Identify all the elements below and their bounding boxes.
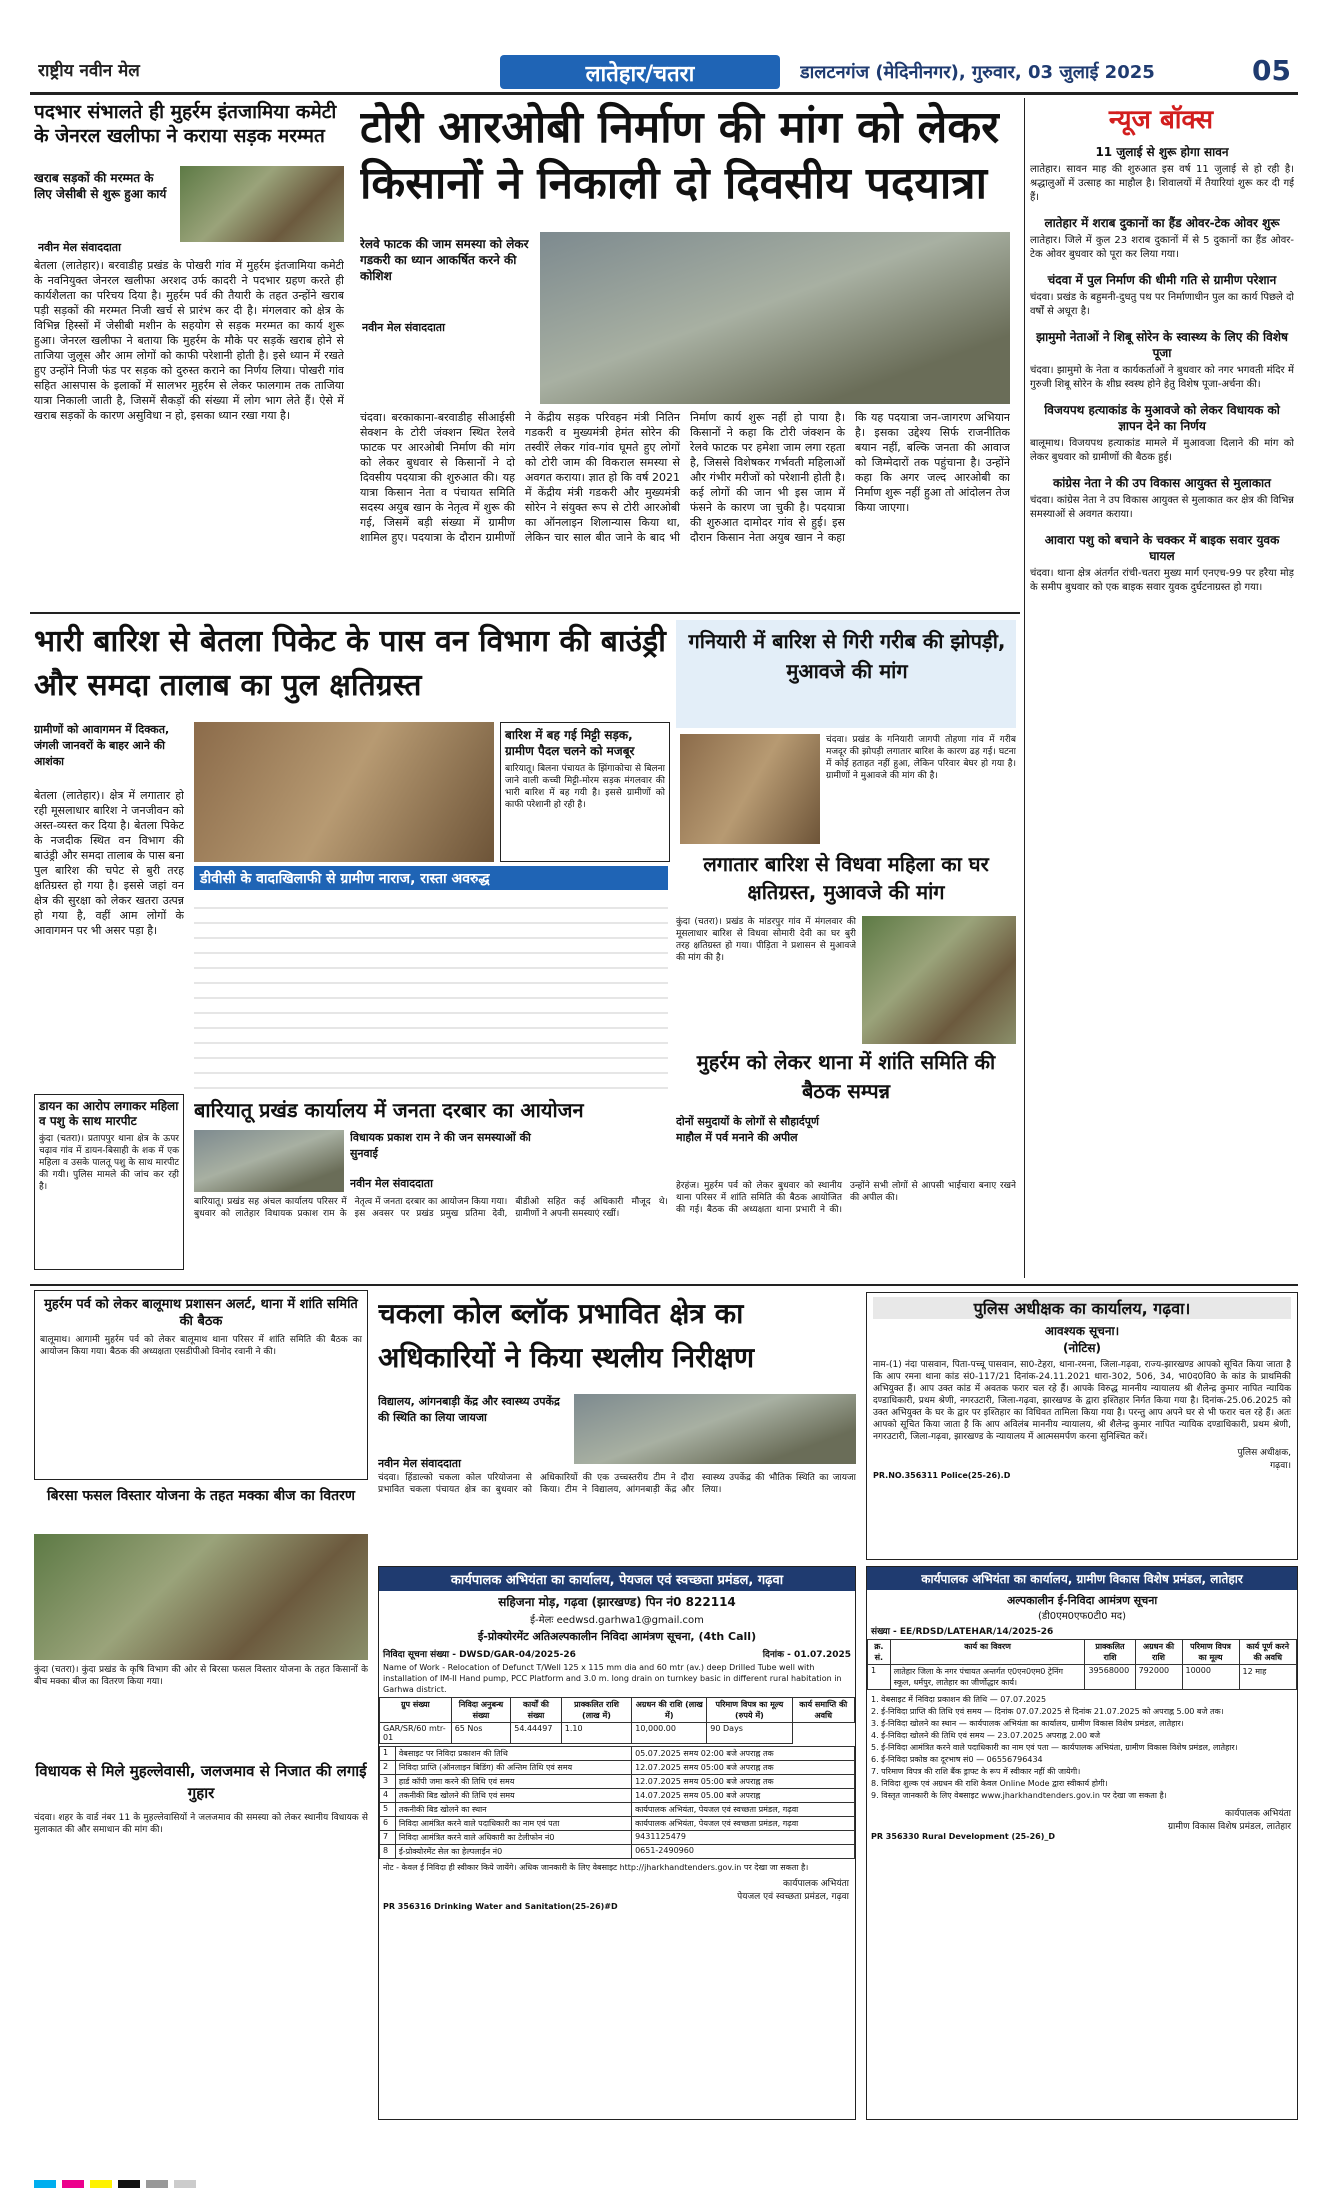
table-cell: 3 — [380, 1775, 396, 1789]
betla-photo — [194, 722, 494, 862]
table-cell: निविदा अनुबन्ध संख्या — [451, 1698, 511, 1723]
table-cell: परिमाण विपत्र का मूल्य — [1182, 1640, 1239, 1665]
tender2-table — [867, 1639, 1297, 1690]
table-row — [380, 1831, 855, 1845]
dacoit-body: कुंदा (चतरा)। प्रतापपुर थाना क्षेत्र के ऊपर चढ़ाव गांव में डायन-बिसाही के शक में एक महिला व उसके पालतू पशु के साथ मारपीट की गयी। पुलिस मामले की जांच कर रही है। — [39, 1134, 179, 1192]
tender1-note: नोट - केवल ई निविदा ही स्वीकार किये जायेंगे। अधिक जानकारी के लिए वेबसाइट http://jharkhandtenders.gov.in पर देखा जा सकता है। — [383, 1863, 809, 1872]
page-number: 05 — [1252, 54, 1291, 87]
darbar-byline: नवीन मेल संवाददाता — [350, 1177, 433, 1190]
table-cell: कार्यों की संख्या — [511, 1698, 562, 1723]
tender2-subtitle: (डी0एम0एफ0टी0 मद) — [1037, 1611, 1127, 1622]
table-cell: अग्रधन की राशि — [1135, 1640, 1182, 1665]
table-row — [380, 1761, 855, 1775]
dateline: डालटनगंज (मेदिनीनगर), गुरुवार, 03 जुलाई 2025 — [800, 62, 1155, 83]
table-cell: प्राक्कलित राशि — [1085, 1640, 1135, 1665]
list-item: 4. ई-निविदा खोलने की तिथि एवं समय — 23.07.2025 अपराह्न 2.00 बजे — [871, 1731, 1101, 1740]
peace-committee-headline: मुहर्रम पर्व को लेकर बालूमाथ प्रशासन अलर्ट, थाना में शांति समिति की बैठक — [44, 1297, 358, 1329]
table-cell: 0651-2490960 — [632, 1845, 855, 1859]
list-item: 5. ई-निविदा आमंत्रित करने वाले पदाधिकारी का नाम एवं पता — कार्यपालक अभियंता, ग्रामीण विकास विशेष प्रमंडल, लातेहार। — [871, 1743, 1238, 1752]
tender1-pr: PR 356316 Drinking Water and Sanitation(25-26)#D — [383, 1902, 618, 1911]
police-office: पुलिस अधीक्षक का कार्यालय, गढ़वा। — [873, 1297, 1291, 1319]
tender2-ref: संख्या - EE/RDSD/LATEHAR/14/2025-26 — [871, 1627, 1054, 1637]
table-cell: 4 — [380, 1789, 396, 1803]
tender1-email: ई-मेलः eedwsd.garhwa1@gmail.com — [530, 1615, 704, 1626]
news-box-items — [1030, 140, 1294, 1276]
table-cell: 5 — [380, 1803, 396, 1817]
table-cell: 1 — [868, 1665, 891, 1690]
maize-headline: बिरसा फसल विस्तार योजना के तहत मक्का बीज का वितरण — [47, 1488, 355, 1504]
table-row — [380, 1775, 855, 1789]
table-cell: GAR/SR/60 mtr-01 — [380, 1723, 452, 1744]
news-item-body: चंदवा। थाना क्षेत्र अंतर्गत रांची-चतरा मुख्य मार्ग एनएच-99 पर हरैया मोड़ के समीप बुधवार को एक बाइक सवार युवक दुर्घटनाग्रस्त हो गया। — [1030, 568, 1294, 593]
table-cell: 14.07.2025 समय 05.00 बजे अपराह्न — [632, 1789, 855, 1803]
list-item: 2. ई-निविदा प्राप्ति की तिथि एवं समय — दिनांक 07.07.2025 से दिनांक 21.07.2025 को अपराह्न 5.00 बजे तक। — [871, 1707, 1224, 1716]
table-cell: 10,000.00 — [632, 1723, 707, 1744]
news-item-headline: कांग्रेस नेता ने की उप विकास आयुक्त से मुलाकात — [1052, 476, 1272, 490]
betla-body-2 — [194, 894, 668, 1090]
maize-body: कुंदा (चतरा)। कुंदा प्रखंड के कृषि विभाग की ओर से बिरसा फसल विस्तार योजना के तहत किसानों के बीच मक्का बीज का वितरण किया गया। — [34, 1665, 368, 1687]
widow-headline: लगातार बारिश से विधवा महिला का घर क्षतिग्रस्त, मुआवजे की मांग — [703, 852, 989, 904]
table-cell: 12 माह — [1239, 1665, 1296, 1690]
police-title: आवश्यक सूचना। — [1044, 1324, 1120, 1338]
coal-photo — [574, 1394, 856, 1464]
ganiyari-headline: गनियारी में बारिश से गिरी गरीब की झोपड़ी, मुआवजे की मांग — [688, 629, 1006, 683]
police-sign2: गढ़वा। — [1270, 1461, 1291, 1471]
muharram-meeting-headline: मुहर्रम को लेकर थाना में शांति समिति की बैठक सम्पन्न — [696, 1050, 996, 1103]
list-item: 9. विस्तृत जानकारी के लिए वेबसाइट www.jharkhandtenders.gov.in पर देखा जा सकता है। — [871, 1791, 1167, 1800]
table-cell: 9431125479 — [632, 1831, 855, 1845]
maize-photo — [34, 1534, 368, 1660]
tender2-pr: PR 356330 Rural Development (25-26)_D — [871, 1832, 1055, 1841]
lead-body: चंदवा। बरकाकाना-बरवाडीह सीआईसी सेक्शन के टोरी जंक्शन स्थित रेलवे फाटक पर आरओबी निर्माण की मांग को लेकर बुधवार से किसानों ने दो दिवसीय पदयात्रा की शुरुआत की। यह यात्रा किसान नेता व पंचायत समिति सदस्य अयुब खान के नेतृत्व में शुरू की गई, जिसमें बड़ी संख्या में ग्रामीण शामिल हुए। पदयात्रा के दौरान ग्रामीणों ने केंद्रीय सड़क परिवहन मंत्री नितिन गडकरी व मुख्यमंत्री हेमंत सोरेन की तस्वीरें लेकर गांव-गांव घूमते हुए लोगों को टोरी जाम की विकराल समस्या से अवगत कराया। ज्ञात हो कि वर्ष 2021 में केंद्रीय मंत्री गडकरी और मुख्यमंत्री सोरेन ने संयुक्त रूप से टोरी आरओबी का ऑनलाइन शिलान्यास किया था, लेकिन चार साल बीत जाने के बाद भी निर्माण कार्य शुरू नहीं हो पाया है। किसानों ने कहा कि टोरी जंक्शन के रेलवे फाटक पर हमेशा जाम लगा रहता है, जिससे विशेषकर गर्भवती महिलाओं और गंभीर मरीजों को परेशानी होती है। कई लोगों की जान भी इस जाम में फंसने के कारण जा चुकी है। पदयात्रा की शुरुआत दामोदर गांव से हुई। इस दौरान किसान नेता अयुब खान ने कहा कि यह पदयात्रा जन-जागरण अभियान है। इसका उद्देश्य सिर्फ राजनीतिक बयान नहीं, बल्कि जनता की आवाज को जिम्मेदारों तक पहुंचाना है। उन्होंने कहा कि अगर जल्द आरओबी का निर्माण शुरू नहीं हुआ तो आंदोलन तेज किया जाएगा। — [360, 411, 1010, 544]
table-row — [380, 1845, 855, 1859]
police-pr: PR.NO.356311 Police(25-26).D — [873, 1471, 1011, 1480]
betla-headline: भारी बारिश से बेतला पिकेट के पास वन विभाग की बाउंड्री और समदा तालाब का पुल क्षतिग्रस्त — [34, 624, 666, 703]
police-notice — [866, 1292, 1298, 1560]
muharram-meeting-bullet: दोनों समुदायों के लोगों से सौहार्दपूर्ण माहौल में पर्व मनाने की अपील — [676, 1115, 819, 1144]
betla-bullet: ग्रामीणों को आवागमन में दिक्कत, जंगली जानवरों के बाहर आने की आशंका — [34, 723, 170, 768]
table-cell: कार्य का विवरण — [890, 1640, 1085, 1665]
table-cell: निविदा आमंत्रित करने वाले पदाधिकारी का नाम एवं पता — [395, 1817, 631, 1831]
tender2-title: अल्पकालीन ई-निविदा आमंत्रण सूचना — [1006, 1594, 1158, 1607]
news-item-headline: आवारा पशु को बचाने के चक्कर में बाइक सवार युवक घायल — [1044, 533, 1280, 563]
table-cell: निविदा आमंत्रित करने वाले अधिकारी का टेलीफोन नं0 — [395, 1831, 631, 1845]
table-cell: 792000 — [1135, 1665, 1182, 1690]
widow-photo — [862, 916, 1016, 1044]
table-cell: 90 Days — [707, 1723, 792, 1744]
lead-bullet: रेलवे फाटक की जाम समस्या को लेकर गडकरी का ध्यान आकर्षित करने की कोशिश — [360, 237, 529, 283]
table-cell: 10000 — [1182, 1665, 1239, 1690]
widow-body: कुंदा (चतरा)। प्रखंड के मांडरपुर गांव में मंगलवार की मूसलाधार बारिश से विधवा सोमारी देवी का घर बुरी तरह क्षतिग्रस्त हो गया। पीड़िता ने प्रशासन से मुआवजे की मांग की है। — [676, 917, 856, 963]
table-cell: 39568000 — [1085, 1665, 1135, 1690]
ganiyari-body: चंदवा। प्रखंड के गनियारी जागपी तोहणा गांव में गरीब मजदूर की झोपड़ी लगातार बारिश के कारण ढह गई। घटना में कोई हताहत नहीं हुआ, लेकिन परिवार बेघर हो गया है। ग्रामीणों ने मुआवजे की मांग की है। — [826, 735, 1016, 781]
tender1-table — [379, 1697, 855, 1744]
ganiyari-photo — [680, 734, 820, 844]
darbar-body: बारियातू। प्रखंड सह अंचल कार्यालय परिसर में बुधवार को लातेहार विधायक प्रकाश राम के नेतृत्व में जनता दरबार का आयोजन किया गया। इस अवसर पर प्रखंड प्रमुख प्रतिमा देवी, बीडीओ सहित कई अधिकारी मौजूद थे। ग्रामीणों ने अपनी समस्याएं रखीं। — [194, 1197, 668, 1219]
table-cell: परिमाण विपत्र का मूल्य (रुपये में) — [707, 1698, 792, 1723]
peace-committee-body: बालूमाथ। आगामी मुहर्रम पर्व को लेकर बालूमाथ थाना परिसर में शांति समिति की बैठक का आयोजन किया गया। बैठक की अध्यक्षता एसडीपीओ विनोद रवानी ने की। — [40, 1335, 362, 1357]
tender2 — [866, 1566, 1298, 2120]
news-item-headline: झामुमो नेताओं ने शिबू सोरेन के स्वास्थ्य के लिए की विशेष पूजा — [1036, 330, 1288, 360]
table-cell: 12.07.2025 समय 05:00 बजे अपराह्न तक — [632, 1761, 855, 1775]
left-top-bullet: खराब सड़कों की मरम्मत के लिए जेसीबी से शुरू हुआ कार्य — [34, 171, 167, 201]
table-cell: वेबसाइट पर निविदा प्रकाशन की तिथि — [395, 1747, 631, 1761]
news-box-title: न्यूज बॉक्स — [1108, 105, 1214, 135]
tender2-sign: कार्यपालक अभियंता — [1225, 1809, 1291, 1819]
tender1-ref: निविदा सूचना संख्या - DWSD/GAR-04/2025-26 — [383, 1650, 576, 1660]
police-body: नाम-(1) नंदा पासवान, पिता-पच्चू पासवान, सा0-टेहरा, थाना-रमना, जिला-गढ़वा, राज्य-झारखण्ड आपको सूचित किया जाता है कि आप रमना थाना कांड सं0-117/21 दिनांक-24.11.2021 धारा-302, 506, 34, भा0द0वि0 के कांड के प्राथमिकी अभियुक्त हैं। आप उक्त कांड में अवतक फरार चल रहे हैं। आपके विरुद्ध माननीय न्यायालय श्री शैलेन्द्र कुमार नापित न्यायिक दण्डाधिकारी, प्रथम श्रेणी, नगरउटारी, जिला-गढ़वा, झारखण्ड के द्वारा इश्तिहार निर्गत किया गया है। दिनांक-25.06.2025 को उक्त अभियुक्त के घर के द्वार पर इश्तिहार का विधिवत तामिला किया गया है। परन्तु आप अपने घर से भी फरार चल रहे हैं। अतः आपको सूचित किया जाता है कि आप अविलंब माननीय न्यायालय, श्री शैलेन्द्र कुमार नापित न्यायिक दण्डाधिकारी, प्रथम श्रेणी, नगरउटारी, जिला-गढ़वा, झारखण्ड के न्यायालय में आत्मसमर्पण करना सुनिश्चित करें। — [873, 1360, 1291, 1442]
news-item-body: चंदवा। प्रखंड के बहुमनी-दुधतु पथ पर निर्माणाधीन पुल का कार्य पिछले दो वर्षों से अधूरा है। — [1030, 292, 1294, 317]
coal-body: चंदवा। हिंडाल्को चकला कोल परियोजना से प्रभावित चकला पंचायत क्षेत्र का बुधवार को अधिकारियों की एक उच्चस्तरीय टीम ने दौरा किया। टीम ने विद्यालय, आंगनबाड़ी केंद्र और स्वास्थ्य उपकेंद्र की भौतिक स्थिति का जायजा लिया। — [378, 1473, 856, 1495]
table-cell: प्राक्कलित राशि (लाख में) — [561, 1698, 632, 1723]
chatra-small-body: बारियातू। बिलना पंचायत के झिंगाकोचा से बिलना जाने वाली कच्ची मिट्टी-मोरम सड़क मंगलवार की भारी बारिश में बह गयी है। इससे ग्रामीणों को काफी परेशानी हो रही है। — [505, 764, 665, 810]
section-title: लातेहार/चतरा — [585, 62, 695, 87]
table-cell: हार्ड कॉपी जमा करने की तिथि एवं समय — [395, 1775, 631, 1789]
betla-body: बेतला (लातेहार)। क्षेत्र में लगातार हो रही मूसलाधार बारिश ने जनजीवन को अस्त-व्यस्त कर दिया है। बेतला पिकेट के नजदीक स्थित वन विभाग की बाउंड्री और समदा तालाब के पास बना पुल बारिश की चपेट से बुरी तरह क्षतिग्रस्त हो गया है। इससे जहां वन क्षेत्र की सुरक्षा को लेकर खतरा उत्पन्न हो गया है, वहीं आम लोगों के आवागमन पर भी असर पड़ा है। — [34, 789, 184, 937]
tender1-title: ई-प्रोक्योरमेंट अतिअल्पकालीन निविदा आमंत्रण सूचना, (4th Call) — [477, 1630, 757, 1643]
news-item-body: लातेहार। सावन माह की शुरुआत इस वर्ष 11 जुलाई से हो रही है। श्रद्धालुओं में उत्साह का माहौल है। शिवालयों में तैयारियां शुरू कर दी गई हैं। — [1030, 164, 1294, 203]
masthead: राष्ट्रीय नवीन मेल — [38, 61, 140, 81]
tender1-date: दिनांक - 01.07.2025 — [762, 1650, 851, 1660]
list-item: 7. परिमाण विपत्र की राशि बैंक ड्राफ्ट के रूप में स्वीकार नहीं की जायेगी। — [871, 1767, 1081, 1776]
chatra-small-headline: बारिश में बह गई मिट्टी सड़क, ग्रामीण पैदल चलने को मजबूर — [505, 728, 635, 758]
table-cell: 8 — [380, 1845, 396, 1859]
tender1-address: सहिजना मोड़, गढ़वा (झारखण्ड) पिन नं0 822114 — [498, 1595, 736, 1609]
left-top-body: बेतला (लातेहार)। बरवाडीह प्रखंड के पोखरी गांव में मुहर्रम इंतजामिया कमेटी के नवनियुक्त जेनरल खलीफा अरशद उर्फ कादरी ने पदभार ग्रहण करते ही कार्यशैलता का परिचय दिया है। मुहर्रम पर्व की तैयारी के तहत उन्होंने खराब पड़ी सड़कों की मरम्मत निजी खर्च से प्रारंभ कर दी है। मंगलवार को क्षेत्र के विभिन्न हिस्सों में जेसीबी मशीन के सहयोग से सड़क मरम्मत का कार्य शुरू हुआ। जेनरल खलीफा ने बताया कि मुहर्रम के मौके पर सड़कें खराब होने से ताजिया जुलूस और आम लोगों को काफी परेशानी होती है। इसे ध्यान में रखते हुए उन्होंने निजी फंड पर सड़क को दुरुस्त कराने का निर्णय लिया। पोखरी गांव सहित आसपास के इलाकों में सालभर मुहर्रम से लेकर फालगाम तक ताजिया यात्रा निकाली जाती है, जिसमें सैकड़ों की संख्या में लोग भाग लेते हैं। ऐसे में खराब सड़कों के कारण असुविधा न हो, इसका ध्यान रखा गया है। — [34, 259, 344, 422]
left-top-headline: पदभार संभालते ही मुहर्रम इंतजामिया कमेटी के जेनरल खलीफा ने कराया सड़क मरम्मत — [34, 101, 337, 147]
coal-bullet: विद्यालय, आंगनबाड़ी केंद्र और स्वास्थ्य उपकेंद्र की स्थिति का लिया जायजा — [378, 1395, 560, 1424]
table-cell: 54.44497 — [511, 1723, 562, 1744]
police-sign: पुलिस अधीक्षक, — [1237, 1448, 1291, 1458]
left-top-byline: नवीन मेल संवाददाता — [38, 241, 121, 254]
tender1 — [378, 1566, 856, 2120]
betla-photo-caption: डीवीसी के वादाखिलाफी से ग्रामीण नाराज, रास्ता अवरुद्ध — [194, 866, 668, 890]
table-cell: कार्यपालक अभियंता, पेयजल एवं स्वच्छता प्रमंडल, गढ़वा — [632, 1817, 855, 1831]
table-cell: 7 — [380, 1831, 396, 1845]
news-item-headline: विजयपथ हत्याकांड के मुआवजे को लेकर विधायक को ज्ञापन देने का निर्णय — [1044, 403, 1280, 433]
chatra-small-box — [500, 722, 670, 862]
news-item-body: लातेहार। जिले में कुल 23 शराब दुकानों में से 5 दुकानों का हैंड ओवर-टेक ओवर बुधवार को पूरा कर लिया गया। — [1030, 235, 1294, 260]
dacoit-headline: डायन का आरोप लगाकर महिला व पशु के साथ मारपीट — [39, 1099, 179, 1128]
tender1-sign2: पेयजल एवं स्वच्छता प्रमंडल, गढ़वा — [737, 1892, 849, 1902]
news-item-body: चंदवा। झामुमो के नेता व कार्यकर्ताओं ने बुधवार को नगर भगवती मंदिर में गुरुजी शिबू सोरेन के शीघ्र स्वस्थ होने हेतु विशेष पूजा-अर्चना की। — [1030, 365, 1294, 390]
list-item: 6. ई-निविदा प्रकोष्ठ का दूरभाष सं0 — 06556796434 — [871, 1755, 1043, 1764]
lead-byline: नवीन मेल संवाददाता — [362, 321, 445, 334]
table-cell: लातेहार जिला के नगर पंचायत अन्तर्गत ए0एन0एम0 ट्रेनिंग स्कूल, धर्मपुर, लातेहार का जीर्णोद्धार कार्य। — [890, 1665, 1085, 1690]
table-cell: कार्यपालक अभियंता, पेयजल एवं स्वच्छता प्रमंडल, गढ़वा — [632, 1803, 855, 1817]
table-row — [380, 1803, 855, 1817]
mla-headline: विधायक से मिले मुहल्लेवासी, जलजमाव से निजात की लगाई गुहार — [35, 1762, 367, 1802]
tender1-office: कार्यपालक अभियंता का कार्यालय, पेयजल एवं स्वच्छता प्रमंडल, गढ़वा — [379, 1567, 855, 1591]
table-cell: कार्य समाप्ति की अवधि — [792, 1698, 855, 1723]
table-cell: निविदा प्राप्ति (ऑनलाइन बिडिंग) की अन्तिम तिथि एवं समय — [395, 1761, 631, 1775]
table-row — [380, 1817, 855, 1831]
tender1-work: Name of Work - Relocation of Defunct T/Well 125 x 115 mm dia and 60 mtr (av.) deep Drilled Tube well with installation of IM-II Hand pump, PCC Platform and 3.0 m. long drain on turnkey basic in different rural habitation in Garhwa district. — [383, 1663, 842, 1694]
table-row — [380, 1789, 855, 1803]
news-item-headline: 11 जुलाई से शुरू होगा सावन — [1095, 145, 1229, 159]
color-registration-bar — [34, 2174, 1298, 2188]
list-item: 3. ई-निविदा खोलने का स्थान — कार्यपालक अभियंता का कार्यालय, ग्रामीण विकास विशेष प्रमंडल, लातेहार। — [871, 1719, 1184, 1728]
table-cell: 6 — [380, 1817, 396, 1831]
tender1-sign: कार्यपालक अभियंता — [783, 1879, 849, 1889]
table-row — [380, 1747, 855, 1761]
lead-headline: टोरी आरओबी निर्माण की मांग को लेकर किसानों ने निकाली दो दिवसीय पदयात्रा — [360, 102, 1000, 209]
tender2-sign2: ग्रामीण विकास विशेष प्रमंडल, लातेहार — [1167, 1822, 1291, 1832]
police-subtitle: (नोटिस) — [1062, 1341, 1101, 1355]
table-cell: 2 — [380, 1761, 396, 1775]
news-item-headline: चंदवा में पुल निर्माण की धीमी गति से ग्रामीण परेशान — [1047, 273, 1277, 287]
list-item: 8. निविदा शुल्क एवं अग्रधन की राशि केवल Online Mode द्वारा स्वीकार्य होगी। — [871, 1779, 1108, 1788]
table-cell: ई-प्रोक्योरमेंट सेल का हेल्पलाईन नं0 — [395, 1845, 631, 1859]
table-cell: कार्य पूर्ण करने की अवधि — [1239, 1640, 1296, 1665]
left-top-photo — [180, 166, 344, 242]
lead-photo — [540, 232, 1010, 404]
news-item-body: बालूमाथ। विजयपथ हत्याकांड मामले में मुआवजा दिलाने की मांग को लेकर बुधवार को ग्रामीणों की बैठक हुई। — [1030, 438, 1294, 463]
news-item-headline: लातेहार में शराब दुकानों का हैंड ओवर-टेक ओवर शुरू — [1044, 216, 1280, 230]
table-cell: ग्रुप संख्या — [380, 1698, 452, 1723]
muharram-meeting-body: हेरहंज। मुहर्रम पर्व को लेकर बुधवार को स्थानीय थाना परिसर में शांति समिति की बैठक आयोजित की गई। बैठक की अध्यक्षता थाना प्रभारी ने की। उन्होंने सभी लोगों से आपसी भाईचारा बनाए रखने की अपील की। — [676, 1181, 1016, 1215]
news-item-body: चंदवा। कांग्रेस नेता ने उप विकास आयुक्त से मुलाकात कर क्षेत्र की विभिन्न समस्याओं से अवगत कराया। — [1030, 495, 1294, 520]
table-cell: क्र. सं. — [868, 1640, 891, 1665]
table-cell: अग्रधन की राशि (लाख में) — [632, 1698, 707, 1723]
peace-committee-box — [34, 1290, 368, 1480]
table-cell: 65 Nos — [451, 1723, 511, 1744]
tender1-schedule — [379, 1746, 855, 1859]
mla-body: चंदवा। शहर के वार्ड नंबर 11 के मुहल्लेवासियों ने जलजमाव की समस्या को लेकर स्थानीय विधायक से मुलाकात की और समाधान की मांग की। — [34, 1813, 368, 1835]
coal-headline: चकला कोल ब्लॉक प्रभावित क्षेत्र का अधिकारियों ने किया स्थलीय निरीक्षण — [378, 1297, 755, 1374]
table-cell: 12.07.2025 समय 05:00 बजे अपराह्न तक — [632, 1775, 855, 1789]
list-item: 1. वेबसाइट में निविदा प्रकाशन की तिथि — 07.07.2025 — [871, 1695, 1047, 1704]
table-cell: 1 — [380, 1747, 396, 1761]
table-cell: तकनीकी बिड खोलने की तिथि एवं समय — [395, 1789, 631, 1803]
tender2-items — [867, 1690, 1297, 1806]
darbar-headline: बारियातू प्रखंड कार्यालय में जनता दरबार का आयोजन — [194, 1098, 584, 1122]
tender2-office: कार्यपालक अभियंता का कार्यालय, ग्रामीण विकास विशेष प्रमंडल, लातेहार — [867, 1567, 1297, 1590]
dacoit-box — [34, 1094, 184, 1270]
darbar-photo — [194, 1130, 344, 1192]
table-cell: 05.07.2025 समय 02:00 बजे अपराह्न तक — [632, 1747, 855, 1761]
table-cell: 1.10 — [561, 1723, 632, 1744]
coal-byline: नवीन मेल संवाददाता — [378, 1457, 461, 1470]
darbar-bullet: विधायक प्रकाश राम ने की जन समस्याओं की सुनवाई — [350, 1131, 531, 1160]
table-cell: तकनीकी बिड खोलने का स्थान — [395, 1803, 631, 1817]
